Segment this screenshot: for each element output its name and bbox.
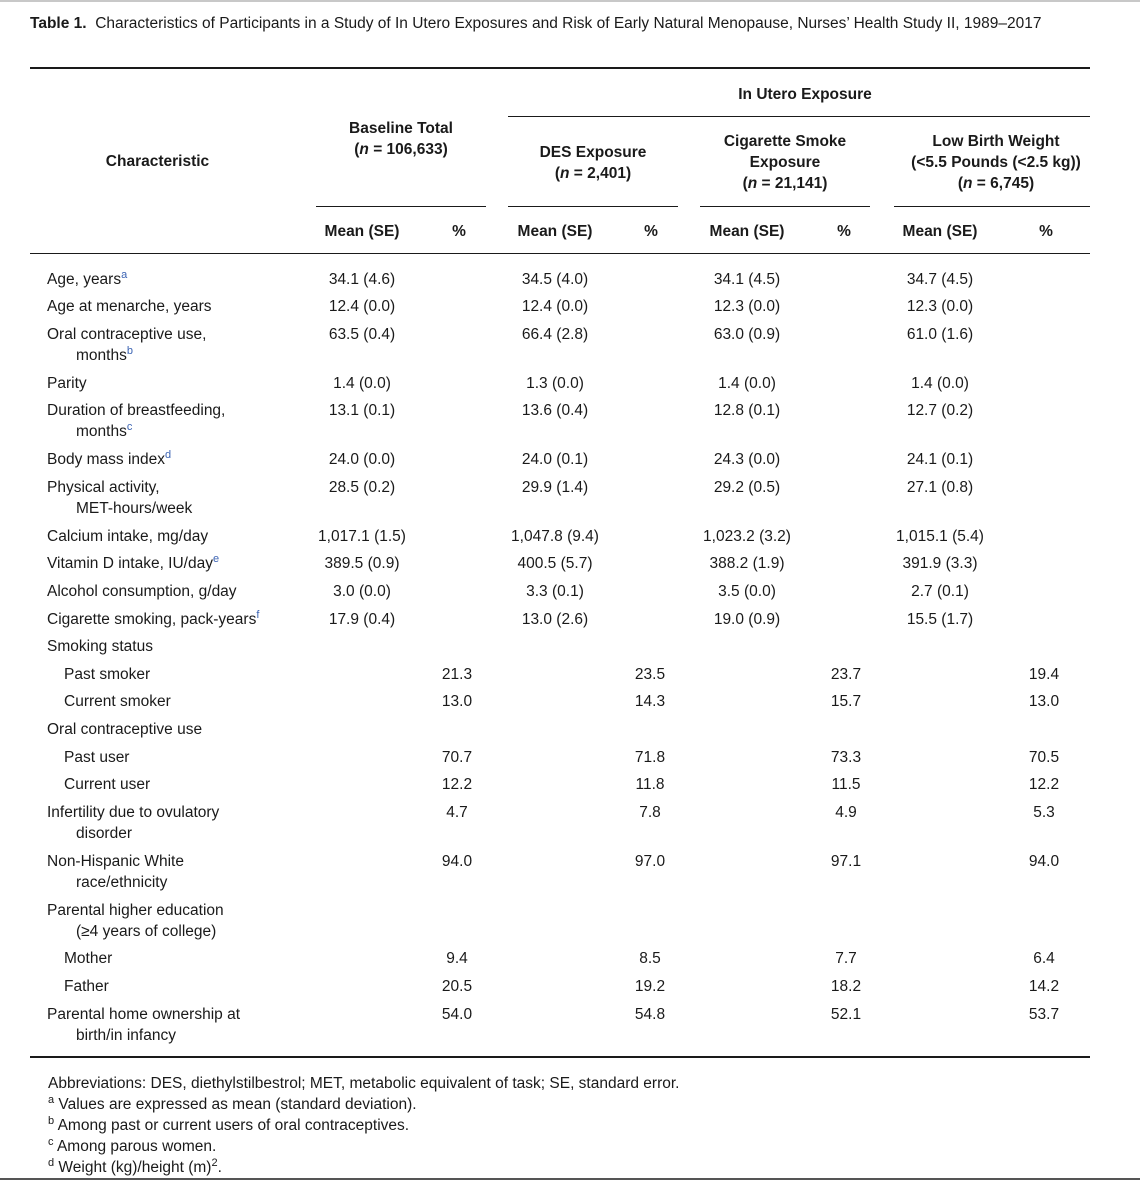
row-label	[47, 1004, 240, 1046]
table-cell: 34.5 (4.0)	[521, 271, 589, 288]
row-label-line: Current user	[64, 776, 151, 793]
des-pct-header: %	[644, 223, 658, 240]
row-label	[64, 747, 129, 768]
row-label-line: Past user	[64, 749, 130, 766]
table-cell: 12.3 (0.0)	[713, 298, 781, 315]
in-utero-span-rule	[508, 116, 1090, 117]
table-cell: 54.8	[634, 1006, 666, 1023]
row-label-line: Parental home ownership at	[47, 1006, 241, 1023]
des-header	[498, 142, 688, 184]
row-label-line: Age, years$^a$	[47, 268, 128, 288]
baseline-header	[316, 118, 486, 160]
des-header-n: (n = 2,401)	[554, 165, 632, 182]
row-label-line: Smoking status	[47, 638, 153, 655]
lbw-mean-header: Mean (SE)	[902, 223, 978, 240]
table-cell: 5.3	[1033, 804, 1055, 821]
table-cell: 34.1 (4.6)	[328, 271, 396, 288]
row-label-continuation: (≥4 years of college)	[76, 923, 217, 940]
table-cell: 14.3	[634, 693, 666, 710]
table-cell: 24.3 (0.0)	[713, 451, 781, 468]
lbw-header	[892, 131, 1100, 194]
row-label-line: Infertility due to ovulatory	[47, 804, 220, 821]
table-cell: 19.2	[634, 978, 666, 995]
footnote-b: $^b$ Among past or current users of oral contraceptives.	[48, 1114, 410, 1134]
row-label	[47, 449, 171, 470]
table-footnotes	[48, 1073, 680, 1178]
row-label	[47, 553, 219, 574]
row-label-line: Duration of breastfeeding,	[47, 402, 226, 419]
table-cell: 389.5 (0.9)	[324, 555, 400, 572]
table-cell: 11.5	[831, 776, 861, 793]
row-label-continuation: birth/in infancy	[76, 1027, 176, 1044]
row-label	[47, 269, 127, 290]
row-label-line: Parental higher education	[47, 902, 224, 919]
footnote-ref[interactable]: f	[256, 608, 260, 621]
footnote-d: $^d$ Weight (kg)/height $(m)^2$.	[48, 1156, 222, 1176]
row-label	[47, 609, 259, 630]
row-label-line: Oral contraceptive use,	[47, 326, 207, 343]
row-label	[47, 802, 219, 844]
header-bottom-rule	[30, 253, 1090, 254]
table-cell: 9.4	[446, 950, 468, 967]
table-cell: 1,023.2 (3.2)	[703, 528, 791, 545]
row-label	[64, 691, 171, 712]
table-cell: 34.1 (4.5)	[713, 271, 781, 288]
cig-header-title: Cigarette Smoke	[723, 133, 847, 150]
table-caption	[30, 13, 1105, 34]
row-label	[64, 976, 109, 997]
row-label-line: Current smoker	[64, 693, 171, 710]
table-cell: 71.8	[634, 749, 666, 766]
table-cell: 1,017.1 (1.5)	[318, 528, 406, 545]
table-bottom-rule	[30, 1056, 1090, 1058]
footnote-abbreviations: Abbreviations: DES, diethylstilbestrol; MET, metabolic equivalent of task; SE, standard error.	[48, 1075, 680, 1092]
baseline-header-n: (n = 106,633)	[354, 141, 448, 158]
row-label-line: Age at menarche, years	[47, 298, 212, 315]
table-cell: 1,047.8 (9.4)	[511, 528, 599, 545]
table-cell: 97.0	[634, 853, 666, 870]
table-cell: 70.7	[441, 749, 473, 766]
table-cell: 3.5 (0.0)	[718, 583, 776, 600]
cig-pct-header: %	[837, 223, 851, 240]
row-label	[64, 664, 150, 685]
table-cell: 23.5	[634, 666, 666, 683]
table-cell: 3.3 (0.1)	[526, 583, 584, 600]
header-top-rule	[30, 67, 1090, 69]
footnote-a: $^a$ Values are expressed as mean (standard deviation).	[48, 1093, 417, 1113]
footnote-ref[interactable]: c	[126, 420, 133, 433]
table-cell: 70.5	[1028, 749, 1060, 766]
table-cell: 23.7	[830, 666, 862, 683]
row-label	[47, 581, 237, 602]
table-cell: 94.0	[1028, 853, 1060, 870]
row-label-line: Oral contraceptive use	[47, 721, 203, 738]
table-cell: 24.0 (0.1)	[521, 451, 589, 468]
row-label-continuation: disorder	[76, 825, 132, 842]
row-label-line: Parity	[47, 375, 87, 392]
table-cell: 94.0	[441, 853, 473, 870]
row-label-line: Alcohol consumption, g/day	[47, 583, 237, 600]
table-cell: 12.8 (0.1)	[713, 402, 781, 419]
table-cell: 54.0	[441, 1006, 473, 1023]
characteristic-header: Characteristic	[105, 153, 210, 170]
table-cell: 4.9	[835, 804, 857, 821]
row-label-line: Body mass index$^d$	[47, 448, 172, 468]
row-label	[47, 324, 206, 366]
table-cell: 2.7 (0.1)	[911, 583, 969, 600]
table-cell: 388.2 (1.9)	[709, 555, 785, 572]
lbw-header-n: (n = 6,745)	[957, 175, 1035, 192]
table-cell: 13.6 (0.4)	[521, 402, 589, 419]
footnote-ref[interactable]: e	[212, 552, 220, 565]
table-cell: 13.0	[1028, 693, 1060, 710]
table-cell: 12.4 (0.0)	[521, 298, 589, 315]
table-cell: 24.0 (0.0)	[328, 451, 396, 468]
table-cell: 34.7 (4.5)	[906, 271, 974, 288]
table-cell: 11.8	[635, 776, 665, 793]
row-label-line: Cigarette smoking, pack-years$^f$	[47, 608, 260, 628]
table-cell: 66.4 (2.8)	[521, 326, 589, 343]
des-span-rule	[508, 206, 678, 207]
row-label	[47, 636, 153, 657]
table-cell: 73.3	[830, 749, 862, 766]
table-cell: 52.1	[830, 1006, 862, 1023]
table-cell: 53.7	[1028, 1006, 1060, 1023]
row-label-continuation: months$^c$	[76, 420, 133, 440]
table-label: Table 1.	[30, 15, 87, 32]
table-cell: 19.0 (0.9)	[713, 611, 781, 628]
footnote-ref[interactable]: a	[121, 268, 128, 281]
cig-mean-header: Mean (SE)	[709, 223, 785, 240]
footnote-ref[interactable]: d	[165, 448, 172, 461]
lbw-header-title: Low Birth Weight	[932, 133, 1060, 150]
table-cell: 97.1	[830, 853, 862, 870]
cig-span-rule	[700, 206, 870, 207]
table-cell: 12.3 (0.0)	[906, 298, 974, 315]
table-cell: 8.5	[639, 950, 661, 967]
baseline-mean-header: Mean (SE)	[324, 223, 400, 240]
des-header-title: DES Exposure	[539, 144, 647, 161]
cig-header-title-2: Exposure	[749, 154, 821, 171]
row-label-line: Calcium intake, mg/day	[47, 528, 209, 545]
table-cell: 29.9 (1.4)	[521, 479, 589, 496]
row-label-line: Physical activity,	[47, 479, 160, 496]
table-cell: 12.4 (0.0)	[328, 298, 396, 315]
table-cell: 6.4	[1033, 950, 1055, 967]
lbw-span-rule	[894, 206, 1090, 207]
table-cell: 1.3 (0.0)	[526, 375, 584, 392]
row-label-continuation: race/ethnicity	[76, 874, 168, 891]
des-mean-header: Mean (SE)	[517, 223, 593, 240]
baseline-pct-header: %	[452, 223, 466, 240]
table-cell: 63.5 (0.4)	[328, 326, 396, 343]
row-label-line: Mother	[64, 950, 113, 967]
row-label	[47, 296, 212, 317]
footnote-ref[interactable]: b	[126, 344, 133, 357]
row-label	[47, 526, 208, 547]
row-label-line: Past smoker	[64, 666, 151, 683]
cig-header	[690, 131, 880, 194]
table-cell: 24.1 (0.1)	[906, 451, 974, 468]
row-label	[47, 477, 192, 519]
table-cell: 13.0	[441, 693, 473, 710]
table-cell: 28.5 (0.2)	[328, 479, 396, 496]
table-cell: 391.9 (3.3)	[902, 555, 978, 572]
table-cell: 12.7 (0.2)	[906, 402, 974, 419]
table-cell: 63.0 (0.9)	[713, 326, 781, 343]
table-cell: 12.2	[441, 776, 473, 793]
table-cell: 20.5	[441, 978, 473, 995]
table-cell: 29.2 (0.5)	[713, 479, 781, 496]
table-cell: 27.1 (0.8)	[906, 479, 974, 496]
row-label-continuation: months$^b$	[76, 344, 133, 364]
table-cell: 1.4 (0.0)	[333, 375, 391, 392]
table-cell: 61.0 (1.6)	[906, 326, 974, 343]
table-cell: 15.7	[830, 693, 862, 710]
table-cell: 18.2	[830, 978, 862, 995]
row-label-line: Vitamin D intake, IU/day$^e$	[47, 552, 220, 572]
row-label	[47, 400, 225, 442]
table-cell: 13.1 (0.1)	[328, 402, 396, 419]
row-label	[47, 851, 184, 893]
table-cell: 13.0 (2.6)	[521, 611, 589, 628]
row-label-line: Father	[64, 978, 109, 995]
row-label-line: Non-Hispanic White	[47, 853, 184, 870]
footnote-c: $^c$ Among parous women.	[48, 1135, 217, 1155]
table-cell: 12.2	[1028, 776, 1060, 793]
lbw-pct-header: %	[1039, 223, 1053, 240]
table-cell: 1.4 (0.0)	[911, 375, 969, 392]
table-cell: 19.4	[1028, 666, 1060, 683]
row-label	[47, 900, 224, 942]
table-cell: 7.8	[639, 804, 661, 821]
table-cell: 15.5 (1.7)	[906, 611, 974, 628]
table-title: Characteristics of Participants in a Study of In Utero Exposures and Risk of Early Natural Menopause, Nurses’ Health Study II, 1989–2017	[95, 15, 1042, 32]
table-cell: 1.4 (0.0)	[718, 375, 776, 392]
row-label	[64, 948, 112, 969]
baseline-header-title: Baseline Total	[349, 120, 453, 137]
table-cell: 4.7	[446, 804, 468, 821]
row-label	[47, 373, 87, 394]
in-utero-header: In Utero Exposure	[738, 86, 872, 103]
baseline-span-rule	[316, 206, 486, 207]
table-cell: 21.3	[441, 666, 473, 683]
row-label	[64, 774, 150, 795]
top-page-edge	[0, 0, 1140, 2]
table-cell: 400.5 (5.7)	[517, 555, 593, 572]
table-cell: 17.9 (0.4)	[328, 611, 396, 628]
cig-header-n: (n = 21,141)	[742, 175, 828, 192]
lbw-header-title-2: (<5.5 Pounds (<2.5 kg))	[911, 154, 1081, 171]
table-cell: 14.2	[1028, 978, 1060, 995]
row-label	[47, 719, 202, 740]
row-label-continuation: MET-hours/week	[76, 500, 193, 517]
table-cell: 3.0 (0.0)	[333, 583, 391, 600]
table-cell: 7.7	[835, 950, 857, 967]
table-cell: 1,015.1 (5.4)	[896, 528, 984, 545]
